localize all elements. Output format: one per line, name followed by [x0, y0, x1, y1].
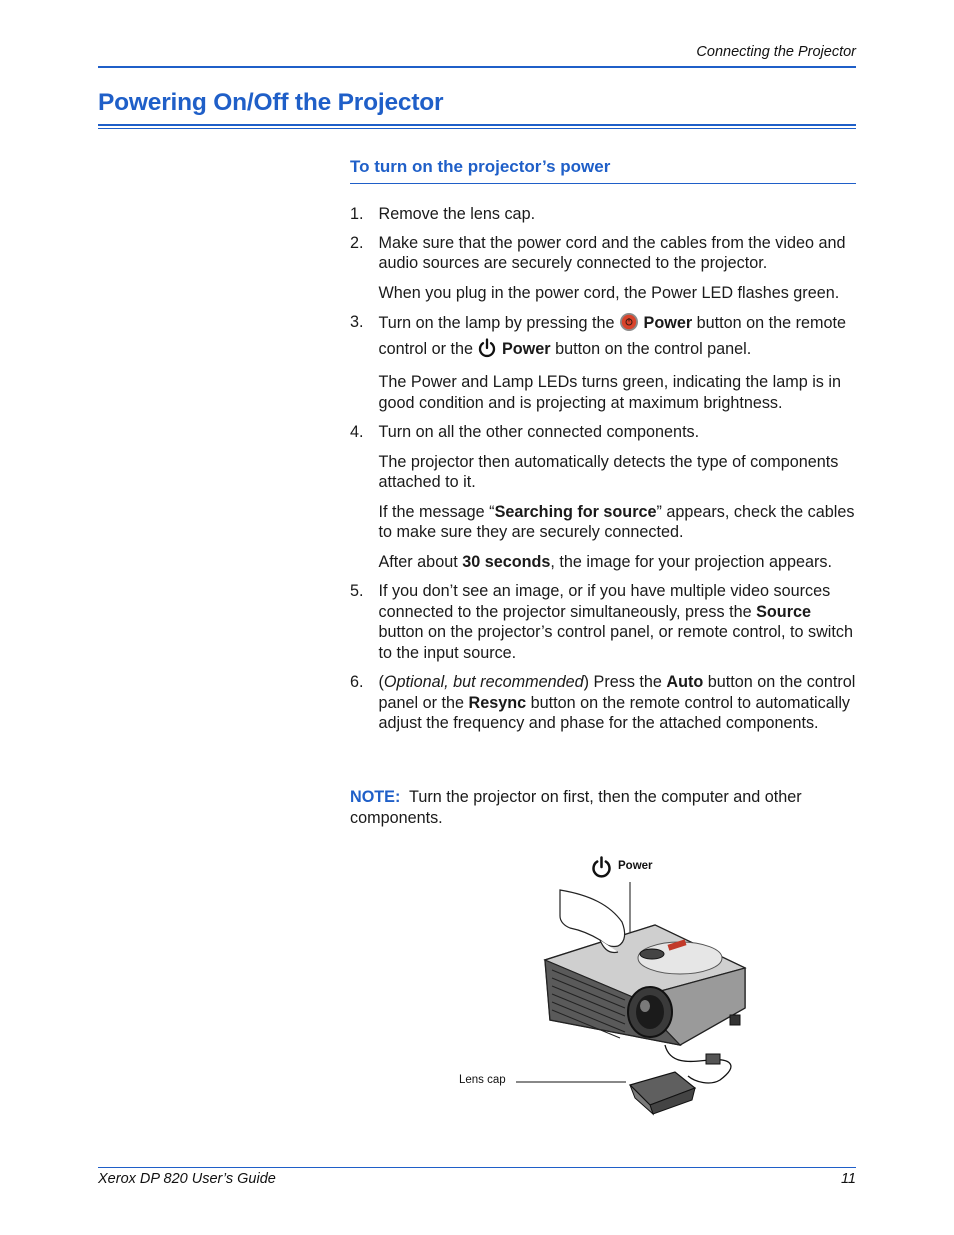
text-part: ” appears, check the cables to make sure they are securely connected.: [378, 502, 855, 541]
step-4-note-3: [350, 552, 860, 573]
text-part: After about: [378, 552, 463, 571]
step-text: Remove the lens cap.: [378, 205, 536, 223]
figure-label-lens-cap: Lens cap: [459, 1074, 506, 1086]
optional-qualifier: Optional, but recommended: [383, 673, 584, 691]
step-text-part: button on the remote control to automatically adjust the frequency and phase for the attached components.: [378, 693, 851, 732]
message-keyword: Searching for source: [494, 502, 657, 521]
step-text-part: button on the remote control or the: [378, 314, 847, 358]
figure-label-power: Power: [618, 860, 653, 872]
resync-keyword: Resync: [468, 693, 527, 712]
source-keyword: Source: [756, 602, 812, 621]
power-symbol-icon: [477, 338, 497, 364]
title-rule-thin: [98, 128, 856, 129]
step-3: [350, 312, 860, 363]
remote-power-button-icon: [619, 312, 639, 338]
subheading-rule: [350, 183, 856, 184]
auto-keyword: Auto: [666, 673, 704, 691]
duration-keyword: 30 seconds: [462, 552, 551, 571]
step-number: 5.: [350, 582, 364, 600]
note-block: [350, 787, 856, 828]
step-number: 6.: [350, 673, 364, 691]
header-rule: [98, 66, 856, 68]
step-2-note: When you plug in the power cord, the Power LED flashes green.: [378, 283, 840, 302]
power-keyword: Power: [501, 339, 551, 358]
step-number: 1.: [350, 205, 364, 223]
page-title: Powering On/Off the Projector: [98, 89, 444, 116]
step-text-part: (: [378, 673, 384, 691]
step-number: 2.: [350, 233, 364, 252]
step-text-part: ) Press the: [583, 673, 667, 691]
step-4-note-2: [350, 502, 860, 543]
step-6: [350, 672, 860, 734]
step-text-part: button on the control panel.: [550, 339, 752, 358]
text-part: , the image for your projection appears.: [550, 552, 833, 571]
projector-body: [545, 925, 745, 1045]
power-symbol-icon: [594, 858, 610, 877]
step-number: 4.: [350, 423, 364, 441]
power-keyword: Power: [643, 314, 693, 332]
step-number: 3.: [350, 313, 364, 331]
step-1: [350, 204, 860, 225]
step-text-part: Turn on the lamp by pressing the: [378, 314, 620, 332]
lens-cap: [630, 1072, 695, 1114]
step-text: Turn on all the other connected components.: [378, 423, 700, 441]
hand-illustration: [560, 890, 625, 953]
step-4-note-1: The projector then automatically detects the type of components attached to it.: [378, 452, 839, 491]
step-text: Make sure that the power cord and the cables from the video and audio sources are securely connected to the projector.: [378, 233, 846, 272]
footer-page-number: 11: [840, 1171, 856, 1187]
text-part: If the message “: [378, 502, 495, 521]
step-5: [350, 581, 860, 663]
footer-rule: [98, 1167, 856, 1168]
step-4: [350, 422, 860, 443]
step-text-part: button on the projector’s control panel, or remote control, to switch to the input source.: [378, 623, 853, 662]
note-text: Turn the projector on first, then the computer and other components.: [350, 788, 807, 827]
step-text-part: button on the control panel or the: [378, 673, 856, 712]
step-3-note: The Power and Lamp LEDs turns green, indicating the lamp is in good condition and is projecting at maximum brightness.: [378, 373, 841, 412]
footer-guide-title: Xerox DP 820 User’s Guide: [98, 1171, 276, 1187]
step-2: [350, 233, 860, 274]
section-subheading: To turn on the projector’s power: [350, 157, 611, 176]
step-text-part: If you don’t see an image, or if you have multiple video sources connected to the projector simultaneously, press the: [378, 582, 831, 621]
title-rule: [98, 124, 856, 126]
note-label: NOTE:: [350, 788, 401, 806]
running-header: Connecting the Projector: [696, 44, 856, 60]
procedure-body: [350, 204, 860, 743]
